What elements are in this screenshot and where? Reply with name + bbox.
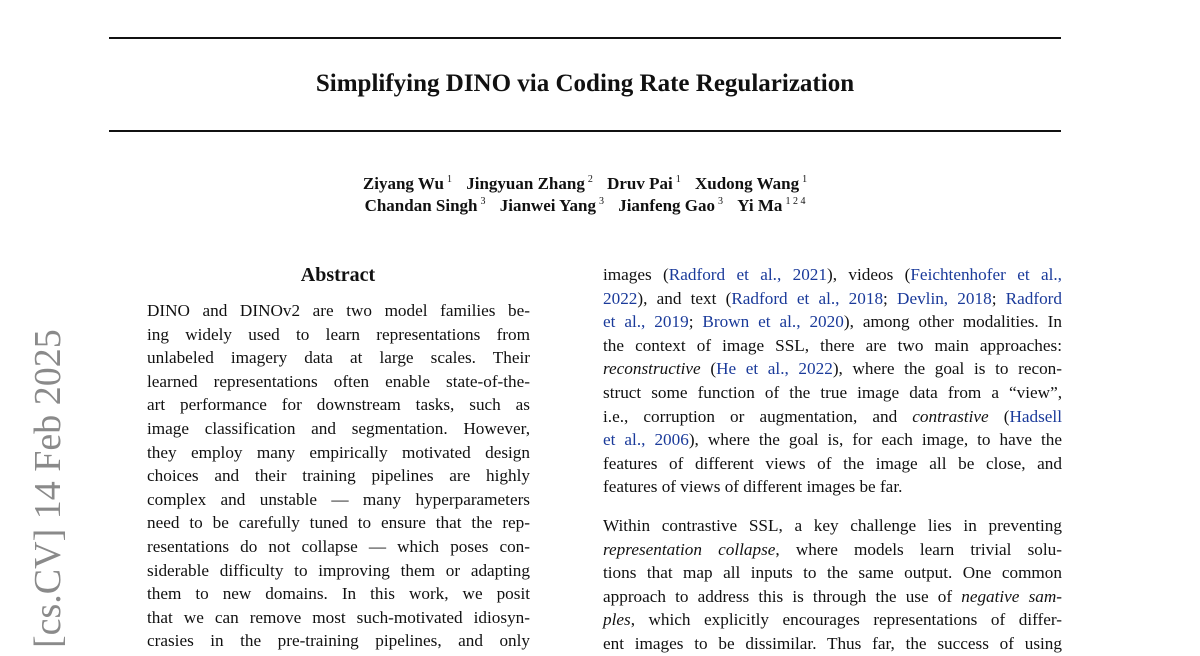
body-text: negative sam- xyxy=(961,586,1063,606)
body-line xyxy=(603,263,1062,287)
body-line xyxy=(603,608,1062,632)
body-line xyxy=(603,381,1062,405)
body-text: ples xyxy=(603,610,631,630)
abstract-line: they employ many empirically motivated design xyxy=(147,442,530,462)
body-line xyxy=(603,475,1062,499)
body-line xyxy=(603,452,1062,476)
affiliation-mark: 3 xyxy=(598,196,604,207)
author-name: Druv Pai xyxy=(607,174,673,193)
body-text: ), among other modalities. In xyxy=(843,312,1062,332)
abstract-line: unlabeled imagery data at large scales. Their xyxy=(147,348,530,368)
body-text: ), and text ( xyxy=(637,288,732,308)
affiliation-mark: 2 xyxy=(587,174,593,185)
body-line xyxy=(603,310,1062,334)
author-name: Ziyang Wu xyxy=(362,174,444,193)
affiliation-mark: 1 xyxy=(675,174,681,185)
author xyxy=(500,196,604,215)
author-name: Jianwei Yang xyxy=(499,196,596,215)
body-line xyxy=(603,334,1062,358)
affiliation-mark: 1 xyxy=(802,174,808,185)
abstract-line: image classification and segmentation. However, xyxy=(147,418,530,438)
abstract-line: DINO and DINOv2 are two model families be- xyxy=(147,301,530,320)
paragraph-gap xyxy=(603,499,1062,514)
citation-link[interactable]: et al., 2019 xyxy=(603,312,689,332)
author-line-1 xyxy=(109,173,1061,195)
body-text: features of different views of the image all be close, and xyxy=(603,453,1062,473)
body-line xyxy=(603,561,1062,585)
author xyxy=(618,196,723,215)
paper-title: Simplifying DINO via Coding Rate Regularization xyxy=(315,70,855,97)
body-line xyxy=(603,538,1062,562)
abstract-line: ing widely used to learn representations from xyxy=(147,324,530,344)
citation-link[interactable]: Hadsell xyxy=(1009,406,1062,426)
author xyxy=(365,196,486,215)
body-text: approach to address this is through the use of xyxy=(603,586,962,606)
author-name: Jianfeng Gao xyxy=(618,196,716,215)
body-line xyxy=(603,357,1062,381)
citation-link[interactable]: 2022 xyxy=(603,288,638,308)
body-line xyxy=(603,585,1062,609)
body-text: ; xyxy=(883,288,898,308)
abstract-line: crasies in the pre-training pipelines, and only xyxy=(147,631,530,651)
citation-link[interactable]: Radford xyxy=(1005,288,1062,308)
author-name: Jingyuan Zhang xyxy=(466,174,585,193)
abstract-line: siderable difficulty to improving them or adapting xyxy=(147,560,530,580)
abstract-line: learned representations often enable state-of-the- xyxy=(147,371,530,391)
abstract-line: them to new domains. In this work, we posit xyxy=(147,584,530,604)
body-text: tions that map all inputs to the same output. One common xyxy=(603,563,1062,583)
body-text: representation collapse xyxy=(603,539,776,559)
body-text: ent images to be dissimilar. Thus far, the success of using xyxy=(603,633,1062,653)
citation-link[interactable]: He et al., 2022 xyxy=(716,359,833,379)
body-text: features of views of different images be far. xyxy=(603,477,903,497)
body-line xyxy=(603,428,1062,452)
author-line-2 xyxy=(109,195,1061,217)
body-text: ), where the goal is, for each image, to have the xyxy=(688,430,1063,450)
citation-link[interactable]: Brown et al., 2020 xyxy=(702,312,844,332)
citation-link[interactable]: et al., 2006 xyxy=(603,430,689,450)
body-text: i.e., corruption or augmentation, and xyxy=(603,406,913,426)
abstract-heading: Abstract xyxy=(300,264,376,286)
arxiv-stamp xyxy=(28,308,72,648)
body-text: images ( xyxy=(603,265,669,284)
body-line xyxy=(603,287,1062,311)
citation-link[interactable]: Radford et al., 2018 xyxy=(731,288,884,308)
intro-body xyxy=(603,263,1062,656)
author xyxy=(737,196,805,215)
abstract-line: complex and unstable — many hyperparameters xyxy=(147,489,530,509)
affiliation-mark: 1 xyxy=(447,174,452,185)
body-text: ), where the goal is to recon- xyxy=(832,359,1062,379)
body-text: , where models learn trivial solu- xyxy=(775,539,1062,559)
affiliation-mark: 3 xyxy=(480,196,486,207)
arxiv-stamp-text: [cs.CV] 14 Feb 2025 xyxy=(27,329,69,648)
author xyxy=(466,174,593,193)
body-line xyxy=(603,632,1062,656)
body-line xyxy=(603,405,1062,429)
citation-link[interactable]: Devlin, 2018 xyxy=(897,288,992,308)
author-name: Xudong Wang xyxy=(694,174,800,193)
body-text: ), videos ( xyxy=(827,265,911,284)
body-text: Within contrastive SSL, a key challenge lies in preventing xyxy=(603,515,1062,535)
abstract-line: resentations do not collapse — which poses con- xyxy=(147,536,530,556)
title-rule-top xyxy=(109,37,1061,39)
author-name: Chandan Singh xyxy=(364,196,478,215)
abstract-line: art performance for downstream tasks, such as xyxy=(147,395,530,415)
abstract-line: choices and their training pipelines are highly xyxy=(147,466,530,486)
title-rule-bottom xyxy=(109,130,1061,132)
author-name: Yi Ma xyxy=(737,196,783,215)
author xyxy=(607,174,681,193)
body-text: ( xyxy=(988,406,1010,426)
body-text: ; xyxy=(688,312,703,332)
body-text: the context of image SSL, there are two main approaches: xyxy=(603,335,1062,355)
author-list xyxy=(109,173,1061,217)
abstract-line: need to be carefully tuned to ensure that the rep- xyxy=(147,513,530,533)
author xyxy=(695,174,807,193)
abstract-body xyxy=(147,299,530,653)
body-line xyxy=(603,514,1062,538)
author xyxy=(363,174,452,193)
affiliation-mark: 1 2 4 xyxy=(785,196,806,207)
body-text: ( xyxy=(700,359,717,379)
body-text: struct some function of the true image data from a “view”, xyxy=(603,382,1062,402)
abstract-line: that we can remove most such-motivated idiosyn- xyxy=(147,607,530,627)
body-text: reconstructive xyxy=(603,359,701,379)
citation-link[interactable]: Radford et al., 2021 xyxy=(668,265,827,284)
body-text: contrastive xyxy=(912,406,989,426)
body-text: , which explicitly encourages representations of differ- xyxy=(630,610,1062,630)
affiliation-mark: 3 xyxy=(718,196,724,207)
body-text: ; xyxy=(991,288,1006,308)
citation-link[interactable]: Feichtenhofer et al., xyxy=(910,265,1062,284)
